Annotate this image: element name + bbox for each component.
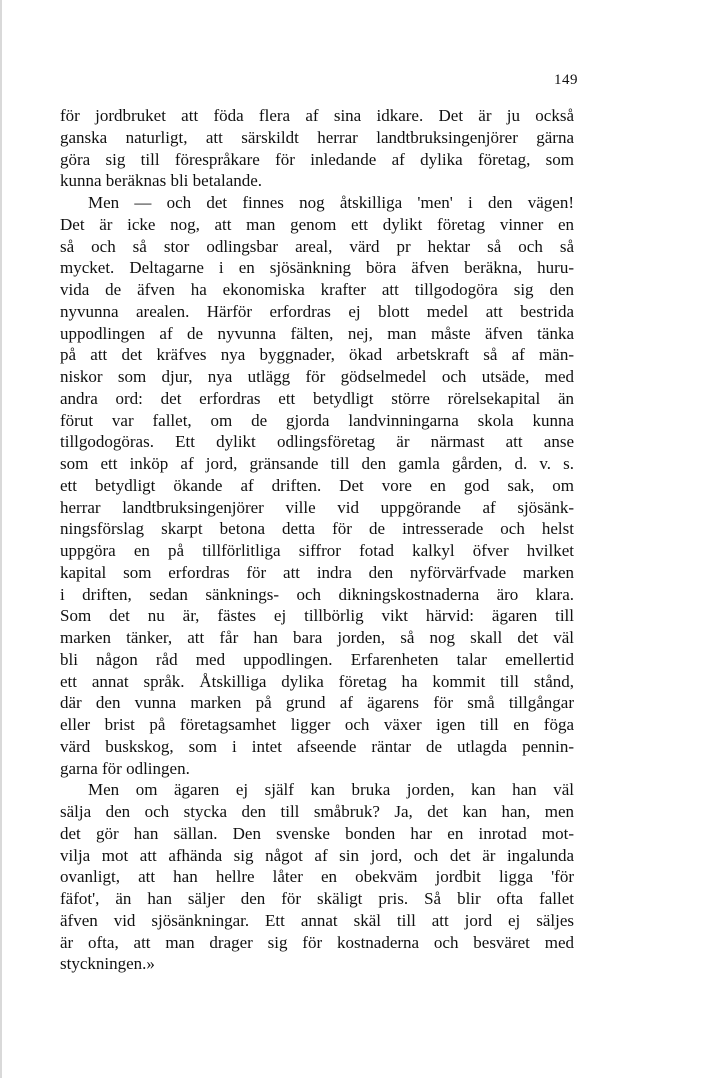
- text-line: i driften, sedan sänknings- och dikningskostnaderna äro klara.: [60, 584, 574, 604]
- text-line: ett betydligt ökande af driften. Det vore en god sak, om: [60, 475, 574, 495]
- text-line: förut var fallet, om de gjorda landvinningarna skola kunna: [60, 410, 574, 430]
- page-number: 149: [554, 72, 578, 88]
- text-line: fäfot', än han säljer den för skäligt pris. Så blir ofta fallet: [60, 889, 574, 908]
- text-line: på att det kräfves nya byggnader, ökad arbetskraft så af män-: [60, 345, 574, 365]
- text-line: marken tänker, att får han bara jorden, så nog skall det väl: [60, 628, 574, 647]
- text-line: är ofta, att man drager sig för kostnaderna och besväret med: [60, 932, 574, 952]
- text-line: Det är icke nog, att man genom ett dylikt företag vinner en: [60, 214, 574, 234]
- text-line: garna för odlingen.: [60, 758, 190, 778]
- body-text: [60, 105, 574, 975]
- text-line: Men om ägaren ej själf kan bruka jorden, kan han väl: [88, 780, 574, 800]
- text-line: göra sig till förespråkare för inledande af dylika företag, som: [60, 149, 574, 169]
- text-line: Men — och det finnes nog åtskilliga 'men' i den vägen!: [88, 193, 574, 212]
- text-line: ningsförslag skarpt betona detta för de intresserade och helst: [60, 519, 574, 539]
- text-line: vida de äfven ha ekonomiska krafter att tillgodogöra sig den: [60, 280, 574, 299]
- text-line: sälja den och stycka den till småbruk? Ja, det kan han, men: [60, 802, 574, 821]
- page-edge-shadow: [0, 0, 2, 1078]
- text-line: mycket. Deltagarne i en sjösänkning böra äfven beräkna, huru-: [60, 258, 574, 278]
- text-line: ovanligt, att han hellre låter en obekväm jordbit ligga 'för: [60, 867, 574, 887]
- text-line: kapital som erfordras för att indra den nyförvärfvade marken: [60, 562, 574, 582]
- text-line: herrar landtbruksingenjörer ville vid uppgörande af sjösänk-: [60, 497, 574, 517]
- text-line: där den vunna marken på grund af ägarens för små tillgångar: [60, 693, 574, 713]
- text-line: äfven vid sjösänkningar. Ett annat skäl till att jord ej säljes: [60, 910, 574, 930]
- text-line: det gör han sällan. Den svenske bonden har en inrotad mot-: [60, 823, 574, 843]
- text-line: så och så stor odlingsbar areal, värd pr hektar så och så: [60, 236, 574, 256]
- text-line: vilja mot att afhända sig något af sin jord, och det är ingalunda: [60, 845, 574, 865]
- text-line: andra ord: det erfordras ett betydligt större rörelsekapital än: [60, 388, 574, 408]
- text-line: värd buskskog, som i intet afseende räntar de utlagda pennin-: [60, 736, 574, 756]
- text-line: tillgodogöras. Ett dylikt odlingsföretag är närmast att anse: [60, 432, 574, 452]
- text-line: nyvunna arealen. Härför erfordras ej blott medel att bestrida: [60, 301, 574, 321]
- text-line: uppgöra en på tillförlitliga siffror fotad kalkyl öfver hvilket: [60, 541, 574, 560]
- text-line: styckningen.»: [60, 954, 155, 974]
- text-line: bli någon råd med uppodlingen. Erfarenheten talar emellertid: [60, 649, 574, 669]
- text-line: uppodlingen af de nyvunna fälten, nej, man måste äfven tänka: [60, 323, 574, 343]
- text-line: niskor som djur, nya utlägg för gödselmedel och utsäde, med: [60, 367, 574, 386]
- text-line: Som det nu är, fästes ej tillbörlig vikt härvid: ägaren till: [60, 606, 574, 626]
- text-line: eller brist på företagsamhet ligger och växer igen till en föga: [60, 715, 574, 734]
- text-line: som ett inköp af jord, gränsande till den gamla gården, d. v. s.: [60, 454, 574, 473]
- text-line: kunna beräknas bli betalande.: [60, 171, 263, 191]
- text-line: ett annat språk. Åtskilliga dylika företag ha kommit till stånd,: [60, 671, 574, 691]
- text-line: ganska naturligt, att särskildt herrar landtbruksingenjörer gärna: [60, 127, 574, 147]
- text-line: för jordbruket att föda flera af sina idkare. Det är ju också: [60, 106, 574, 125]
